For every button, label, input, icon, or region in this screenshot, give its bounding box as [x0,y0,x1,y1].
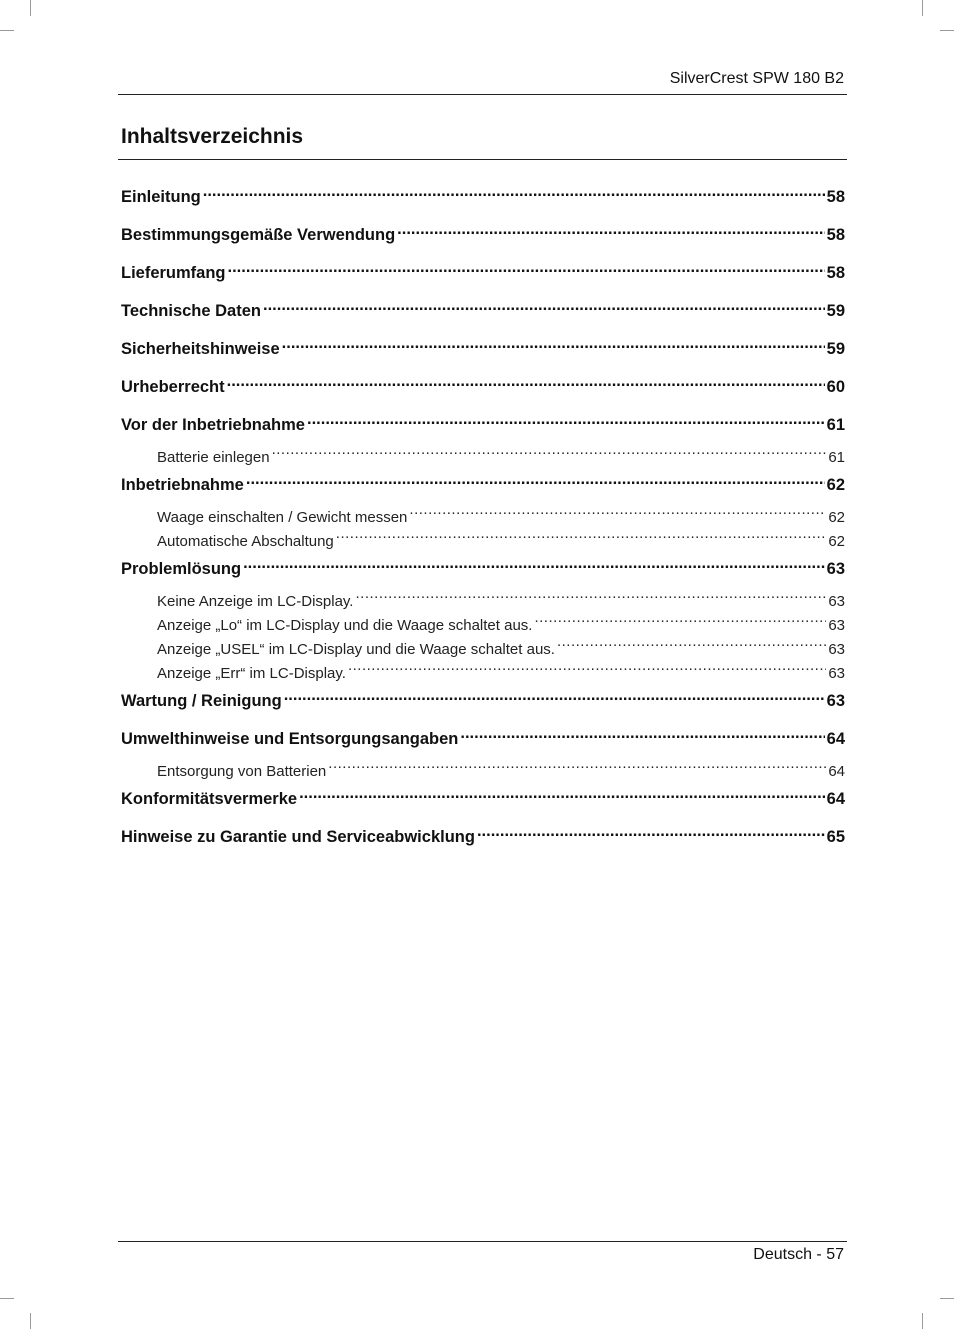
dot-leader [534,606,826,630]
toc-entry[interactable] [121,782,845,808]
toc-subentry-label: Keine Anzeige im LC-Display. [157,593,354,610]
toc-entry-page: 58 [826,226,845,244]
toc-title: Inhaltsverzeichnis [121,125,304,148]
toc-entry-label: Lieferumfang [121,264,226,282]
toc-subentry[interactable] [121,438,845,466]
toc-entry-label: Hinweise zu Garantie und Serviceabwicklung [121,828,475,846]
toc-entry-label: Problemlösung [121,560,242,578]
toc-entry[interactable] [121,218,845,244]
toc-entry-label: Wartung / Reinigung [121,692,282,710]
dot-leader [263,294,825,316]
toc-subentry-label: Entsorgung von Batterien [157,763,327,780]
crop-mark [0,30,14,31]
toc-entry[interactable] [121,180,845,206]
dot-leader [307,408,825,430]
toc-entry[interactable] [121,820,845,846]
crop-mark [940,30,954,31]
dot-leader [299,782,825,804]
dot-leader [282,332,825,354]
footer-rule [118,1241,847,1242]
toc-subentry-page: 61 [828,449,845,466]
dot-leader [355,582,826,606]
dot-leader [477,820,825,842]
toc-entry-label: Inbetriebnahme [121,476,244,494]
toc-subentry-label: Batterie einlegen [157,449,270,466]
crop-mark [940,1298,954,1299]
toc-entry-page: 63 [826,692,845,710]
crop-mark [0,1298,14,1299]
dot-leader [203,180,825,202]
header-product-name: SilverCrest SPW 180 B2 [669,70,844,87]
toc-subentry-label: Anzeige „Err“ im LC-Display. [157,665,346,682]
toc-entry-page: 59 [826,340,845,358]
toc-subentry-page: 63 [828,665,845,682]
toc-entry-page: 64 [826,730,845,748]
dot-leader [409,498,826,522]
toc-subentry[interactable] [121,498,845,526]
toc-entry[interactable] [121,722,845,748]
dot-leader [227,370,825,392]
toc-entry-label: Sicherheitshinweise [121,340,280,358]
toc-entry-page: 61 [826,416,845,434]
toc-subentry-page: 64 [828,763,845,780]
toc-entry[interactable] [121,370,845,396]
toc-entry[interactable] [121,408,845,434]
header-rule [118,94,847,95]
crop-mark [922,0,923,16]
toc-entry[interactable] [121,332,845,358]
dot-leader [228,256,825,278]
toc-subentry[interactable] [121,582,845,610]
dot-leader [397,218,824,240]
toc-entry-page: 60 [826,378,845,396]
toc-subentry-label: Automatische Abschaltung [157,533,334,550]
toc-entry-page: 62 [826,476,845,494]
dot-leader [284,684,825,706]
dot-leader [557,630,826,654]
dot-leader [246,468,825,490]
dot-leader [272,438,827,462]
toc-subentry-label: Anzeige „Lo“ im LC-Display und die Waage schaltet aus. [157,617,533,634]
toc-entry-label: Urheberrecht [121,378,225,396]
toc-entry-label: Konformitätsvermerke [121,790,298,808]
toc-subentry-label: Waage einschalten / Gewicht messen [157,509,408,526]
toc-entry-page: 63 [826,560,845,578]
toc-entry[interactable] [121,294,845,320]
toc-subentry-page: 63 [828,593,845,610]
toc-entry-page: 58 [826,188,845,206]
toc-subentry-page: 62 [828,509,845,526]
table-of-contents [121,180,845,858]
toc-subentry-page: 63 [828,617,845,634]
dot-leader [460,722,824,744]
toc-entry-label: Technische Daten [121,302,261,320]
dot-leader [328,752,826,776]
dot-leader [243,552,825,574]
crop-mark [922,1313,923,1329]
dot-leader [336,522,827,546]
crop-mark [30,0,31,16]
dot-leader [348,654,826,678]
toc-entry-label: Vor der Inbetriebnahme [121,416,305,434]
toc-entry[interactable] [121,684,845,710]
footer-page-label: Deutsch - 57 [753,1246,844,1263]
toc-subentry-page: 62 [828,533,845,550]
toc-subentry[interactable] [121,752,845,780]
toc-entry[interactable] [121,552,845,578]
toc-entry[interactable] [121,468,845,494]
toc-subentry-label: Anzeige „USEL“ im LC-Display und die Waage schaltet aus. [157,641,555,658]
toc-entry-label: Umwelthinweise und Entsorgungsangaben [121,730,459,748]
toc-entry-page: 65 [826,828,845,846]
title-rule [118,159,847,160]
toc-entry-page: 59 [826,302,845,320]
toc-entry[interactable] [121,256,845,282]
toc-entry-page: 64 [826,790,845,808]
toc-entry-label: Einleitung [121,188,201,206]
crop-mark [30,1313,31,1329]
toc-entry-label: Bestimmungsgemäße Verwendung [121,226,396,244]
toc-subentry-page: 63 [828,641,845,658]
toc-entry-page: 58 [826,264,845,282]
